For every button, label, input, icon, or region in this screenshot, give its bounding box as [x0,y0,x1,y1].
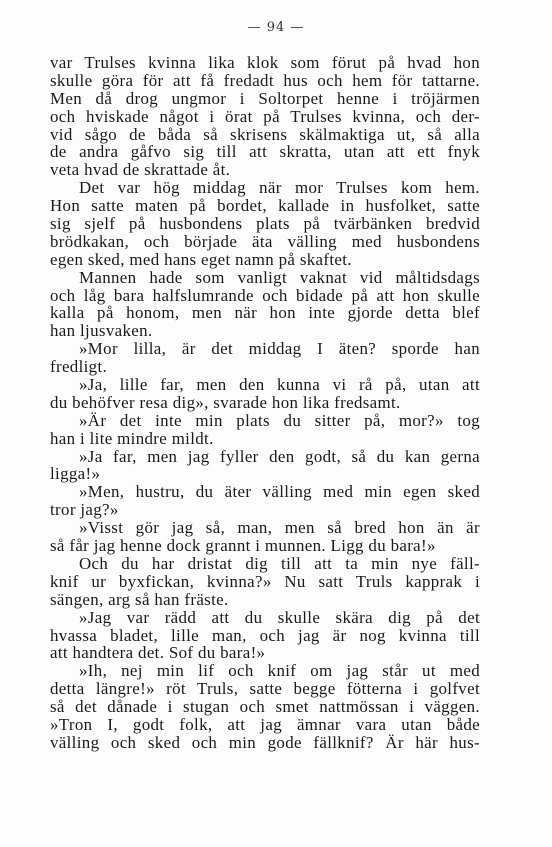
text-line: att handtera det. Sof du bara!» [50,643,266,663]
text-line: sängen, arg så han fräste. [50,589,229,609]
text-line: »Jag var rädd att du skulle skära dig på det [79,607,480,627]
text-line: var Trulses kvinna lika klok som förut på hvad hon [50,53,480,72]
text-line: han ljusvaken. [50,321,153,341]
text-line: vid sågo de båda så skrisens skälmaktiga ut, så alla [50,124,480,144]
text-line: kalla på honom, men när hon inte gjorde detta blef [50,303,480,323]
text-line: hvassa bladet, lille man, och jag är nog kvinna till [50,625,480,645]
text-line: egen sked, med hans eget namn på skaftet. [50,249,352,269]
text-line: »Men, hustru, du äter välling med min egen sked [79,482,480,502]
text-line: detta längre!» röt Truls, satte begge fötterna i golfvet [50,679,480,699]
text-line: han i lite mindre mildt. [50,428,214,448]
text-line: ligga!» [50,464,101,484]
text-line: de andra gåfvo sig till att skratta, utan att ett fnyk [50,142,480,162]
text-line: »Ih, nej min lif och knif om jag står ut med [79,661,480,681]
page-number: — 94 — [247,20,305,35]
text-line: knif ur byxfickan, kvinna?» Nu satt Truls kapprak i [50,571,480,591]
text-line: Det var hög middag när mor Trulses kom hem. [79,178,480,198]
text-line: och hviskade något i örat på Trulses kvinna, och der- [50,106,480,126]
text-line: och låg bara halfslumrande och bidade på att hon skulle [50,285,480,305]
text-line: brödkakan, och började äta välling med husbondens [50,231,480,251]
text-line: »Mor lilla, är det middag I äten? sporde han [79,339,480,359]
text-line: Och du har dristat dig till att ta min nye fäll- [79,553,480,573]
text-line: så får jag henne dock grannt i munnen. Ligg du bara!» [50,536,436,556]
text-line: »Tron I, godt folk, att jag ämnar vara utan både [50,714,480,734]
text-line: så det dånade i stugan och smet nattmössan i väggen. [50,697,480,717]
text-line: »Visst gör jag så, man, men så bred hon än är [79,518,480,538]
text-line: tror jag?» [50,500,119,520]
text-line: Hon satte maten på bordet, kallade in husfolket, satte [50,196,480,216]
text-line: Mannen hade som vanligt vaknat vid måltidsdags [79,267,480,287]
text-line: skulle göra för att få fredadt hus och hem för tattarne. [50,70,480,90]
text-line: »Ja, lille far, men den kunna vi rå på, utan att [79,375,480,395]
text-line: veta hvad de skrattade åt. [50,160,231,180]
body-text [50,54,480,752]
text-line: välling och sked och min gode fällknif? Är här hus- [50,732,480,752]
text-line: »Är det inte min plats du sitter på, mor?» tog [79,410,480,430]
text-line: Men då drog ungmor i Soltorpet henne i tröjärmen [50,88,480,108]
text-line: sig sjelf på husbondens plats på tvärbänken bredvid [50,214,480,234]
text-line: fredligt. [50,357,108,377]
text-line: du behöfver resa dig», svarade hon lika fredsamt. [50,392,401,412]
text-line: »Ja far, men jag fyller den godt, så du kan gerna [79,446,480,466]
